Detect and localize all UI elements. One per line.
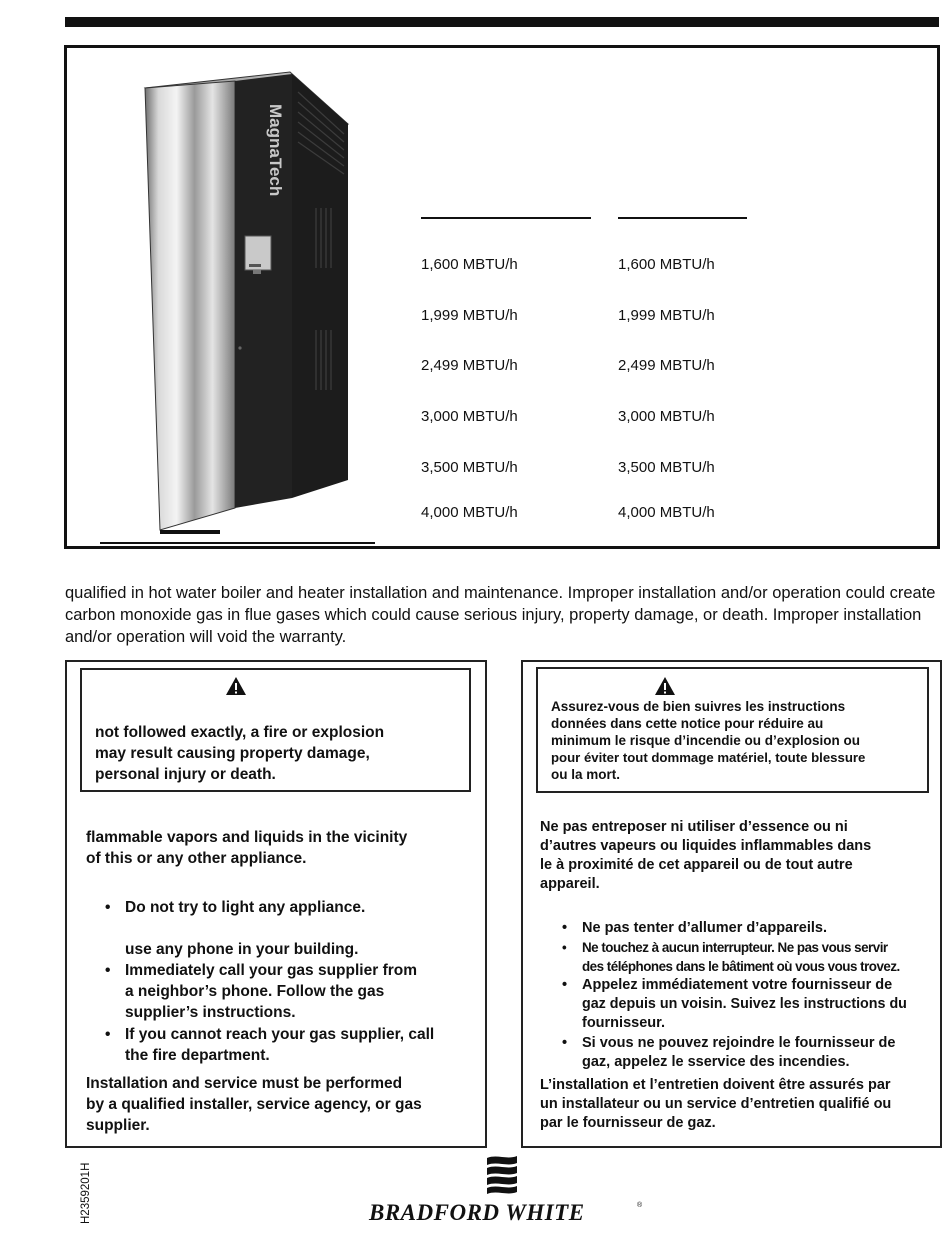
bullet-dot: •: [105, 962, 111, 979]
bradford-white-logo: [365, 1152, 655, 1227]
intro-paragraph: qualified in hot water boiler and heater installation and maintenance. Improper installation and/or operation could create carbon monoxide gas in flue gases which could cause serious injury, property damage, or death. Improper installation and/or operation will void the warranty.: [65, 584, 936, 646]
rating-input-1: 1,600 MBTU/h: [421, 256, 518, 273]
storage-en-line-1: flammable vapors and liquids in the vicinity: [86, 829, 408, 846]
storage-fr-line-3: le à proximité de cet appareil ou de tout autre: [540, 857, 853, 873]
rating-input-6: 4,000 MBTU/h: [421, 504, 518, 521]
registered-mark: ®: [637, 1202, 643, 1209]
fr-bullet-3-line-3: fournisseur.: [582, 1015, 665, 1031]
bullet-dot: •: [105, 899, 111, 916]
fr-bullet-3: [562, 976, 893, 995]
storage-fr-line-2: d’autres vapeurs ou liquides inflammables dans: [540, 838, 872, 854]
en-bullet-3-line-1: Immediately call your gas supplier from: [125, 962, 418, 979]
fr-bullet-2-line-2: des téléphones dans le bâtiment où vous vous trovez.: [582, 959, 900, 974]
fr-bullet-3-line-2: gaz depuis un voisin. Suivez les instructions du: [582, 996, 907, 1012]
rating-output-6: 4,000 MBTU/h: [618, 504, 715, 521]
bullet-dot: •: [105, 1026, 111, 1043]
en-bullet-3-line-3: supplier’s instructions.: [125, 1004, 296, 1021]
en-footer-line-1: Installation and service must be performed: [86, 1075, 403, 1092]
document-code-text: H2359201H: [80, 1162, 92, 1224]
warning-en-line-2: may result causing property damage,: [95, 745, 370, 762]
warning-fr-line-3: minimum le risque d’incendie ou d’explosion ou: [551, 733, 861, 748]
cabinet-brand-text: MagnaTech: [266, 104, 285, 197]
storage-fr-line-4: appareil.: [540, 876, 600, 892]
warning-en-line-3: personal injury or death.: [95, 766, 276, 783]
brand-wordmark: BRADFORD WHITE: [369, 1200, 585, 1225]
bullet-dot: •: [562, 977, 568, 993]
rating-output-5: 3,500 MBTU/h: [618, 459, 715, 476]
en-footer-line-2: by a qualified installer, service agency, or gas: [86, 1096, 422, 1113]
warning-fr-line-4: pour éviter tout dommage matériel, toute blessure: [551, 750, 866, 765]
rating-input-2: 1,999 MBTU/h: [421, 307, 518, 324]
warning-en-line-1: not followed exactly, a fire or explosion: [95, 724, 385, 741]
output-column-rule: [618, 217, 747, 219]
document-code: [63, 1160, 103, 1230]
fr-bullet-4-line-1: Si vous ne pouvez rejoindre le fournisseur de: [582, 1035, 896, 1051]
en-bullet-3-line-2: a neighbor’s phone. Follow the gas: [125, 983, 385, 1000]
rating-output-2: 1,999 MBTU/h: [618, 307, 715, 324]
fr-bullet-3-line-1: Appelez immédiatement votre fournisseur de: [582, 977, 893, 993]
warning-fr-line-2: données dans cette notice pour réduire au: [551, 716, 824, 731]
fr-footer-line-2: un installateur ou un service d’entretien qualifié ou: [540, 1096, 892, 1112]
en-bullet-1-text: Do not try to light any appliance.: [125, 899, 366, 916]
rating-input-3: 2,499 MBTU/h: [421, 357, 518, 374]
bullet-dot: •: [562, 940, 567, 955]
en-bullet-1: [105, 897, 366, 918]
rating-output-3: 2,499 MBTU/h: [618, 357, 715, 374]
top-rule: [65, 17, 939, 27]
rating-input-4: 3,000 MBTU/h: [421, 408, 518, 425]
bullet-dot: •: [562, 1035, 568, 1051]
fr-bullet-1: [562, 919, 827, 938]
rating-output-4: 3,000 MBTU/h: [618, 408, 715, 425]
en-bullet-4: [105, 1024, 435, 1045]
fr-footer-line-1: L’installation et l’entretien doivent être assurés par: [540, 1077, 891, 1093]
warning-fr-line-1: Assurez-vous de bien suivres les instructions: [551, 699, 846, 714]
rating-output-1: 1,600 MBTU/h: [618, 256, 715, 273]
en-bullet-4-line-2: the fire department.: [125, 1047, 270, 1064]
product-image: [100, 68, 380, 546]
en-footer-line-3: supplier.: [86, 1117, 150, 1134]
warning-fr-line-5: ou la mort.: [551, 767, 621, 782]
fr-footer-line-3: par le fournisseur de gaz.: [540, 1115, 716, 1131]
rating-input-5: 3,500 MBTU/h: [421, 459, 518, 476]
input-column-rule: [421, 217, 591, 219]
storage-fr-line-1: Ne pas entreposer ni utiliser d’essence ou ni: [540, 819, 848, 835]
fr-bullet-2-line-1: Ne touchez à aucun interrupteur. Ne pas vous servir: [582, 940, 888, 955]
storage-en-line-2: of this or any other appliance.: [86, 850, 307, 867]
en-bullet-4-line-1: If you cannot reach your gas supplier, call: [125, 1026, 435, 1043]
en-bullet-2-cont: use any phone in your building.: [125, 941, 359, 958]
brand-flag-icon: [487, 1156, 517, 1194]
fr-bullet-2: [562, 938, 888, 957]
en-bullet-3: [105, 960, 418, 981]
fr-bullet-4: [562, 1034, 896, 1053]
warning-triangle-icon: [225, 676, 247, 696]
warning-triangle-icon: [654, 676, 676, 696]
bullet-dot: •: [562, 920, 568, 936]
fr-bullet-1-text: Ne pas tenter d’allumer d’appareils.: [582, 920, 827, 936]
fr-bullet-4-line-2: gaz, appelez le sservice des incendies.: [582, 1054, 850, 1070]
